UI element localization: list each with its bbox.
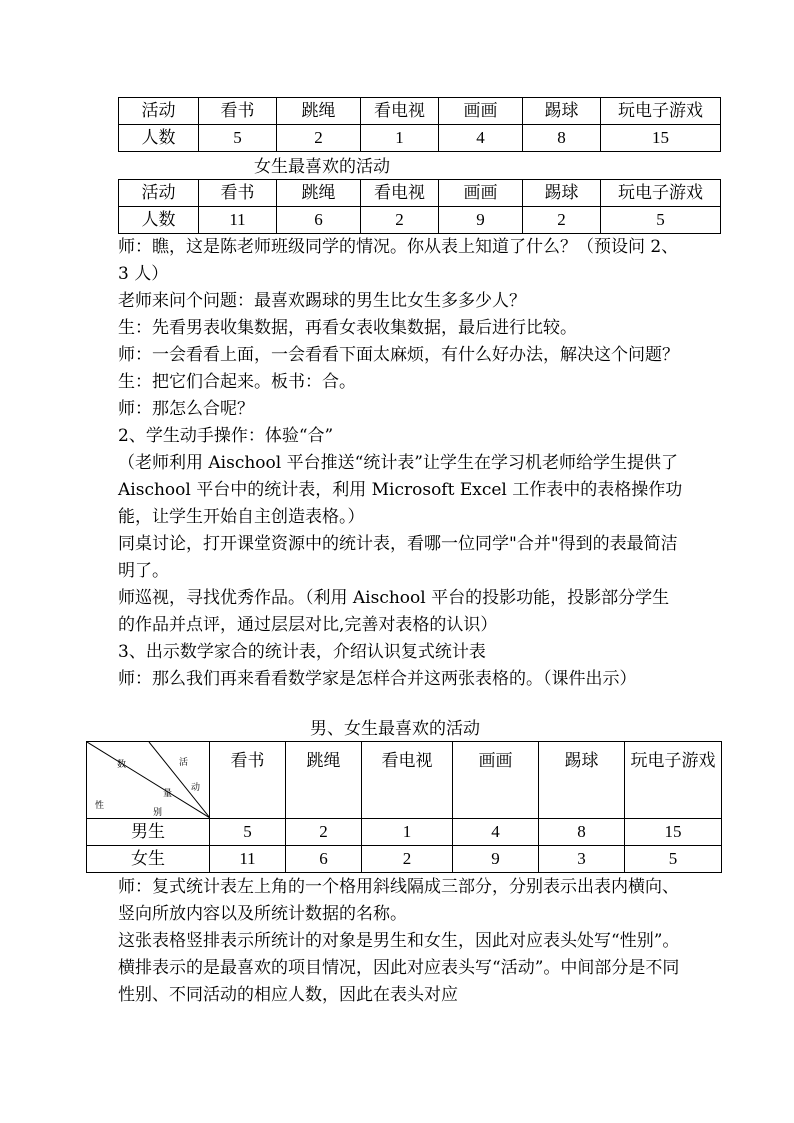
table-header-row (119, 98, 721, 125)
paragraph: 师：那怎么合呢？ (118, 399, 254, 419)
table-cell: 6 (286, 846, 362, 873)
header-cell: 活动 (119, 180, 199, 207)
paragraph: 老师来问个问题：最喜欢踢球的男生比女生多多少人？ (118, 291, 526, 311)
header-cell: 看书 (199, 180, 277, 207)
header-cell: 画画 (439, 180, 523, 207)
diagonal-corner-cell (87, 742, 210, 819)
table-cell: 1 (361, 125, 439, 152)
table-cell: 3 (539, 846, 625, 873)
header-cell: 活动 (119, 98, 199, 125)
table-cell: 2 (286, 819, 362, 846)
paragraph: 同桌讨论，打开课堂资源中的统计表，看哪一位同学"合并"得到的表最简洁明了。 (118, 534, 678, 581)
boys-activity-table (118, 97, 721, 152)
corner-label: 动 (191, 783, 201, 793)
corner-label: 别 (153, 808, 163, 818)
diagonal-lines (87, 742, 210, 818)
table-cell: 4 (439, 125, 523, 152)
table-cell: 8 (523, 125, 601, 152)
header-cell: 看电视 (362, 742, 453, 819)
table-cell: 2 (277, 125, 361, 152)
paragraph: 师：瞧，这是陈老师班级同学的情况。你从表上知道了什么？（预设问 2、3 人） (118, 237, 679, 284)
row-label: 男生 (87, 819, 210, 846)
row-label: 女生 (87, 846, 210, 873)
table-cell: 2 (361, 207, 439, 234)
paragraph: 生：把它们合起来。板书：合。 (118, 372, 356, 392)
header-cell: 玩电子游戏 (601, 98, 721, 125)
table-cell: 5 (210, 819, 286, 846)
table-header-row (87, 742, 722, 819)
table-cell: 5 (199, 125, 277, 152)
table-row (87, 819, 722, 846)
girls-table-caption: 女生最喜欢的活动 (254, 157, 390, 177)
header-cell: 玩电子游戏 (601, 180, 721, 207)
corner-label: 性 (95, 801, 105, 811)
compound-table-caption: 男、女生最喜欢的活动 (310, 719, 480, 739)
girls-activity-table (118, 179, 721, 234)
corner-label: 量 (163, 789, 173, 799)
corner-label: 活 (179, 758, 189, 768)
table-cell: 15 (601, 125, 721, 152)
table-row (119, 125, 721, 152)
section-heading: 2、学生动手操作：体验“合” (118, 426, 334, 446)
table-cell: 2 (362, 846, 453, 873)
lesson-dialogue (118, 234, 683, 693)
table-cell: 4 (453, 819, 539, 846)
row-label: 人数 (119, 125, 199, 152)
table-row (87, 846, 722, 873)
explanation-text (118, 874, 683, 1009)
header-cell: 踢球 (523, 180, 601, 207)
paragraph: 师巡视，寻找优秀作品。（利用 Aischool 平台的投影功能，投影部分学生的作品并点评，通过层层对比,完善对表格的认识） (118, 588, 670, 635)
table-cell: 15 (625, 819, 722, 846)
table-header-row (119, 180, 721, 207)
header-cell: 看书 (199, 98, 277, 125)
paragraph: 师：一会看看上面，一会看看下面太麻烦，有什么好办法，解决这个问题？ (118, 345, 679, 365)
paragraph: 这张表格竖排表示所统计的对象是男生和女生，因此对应表头处写“性别”。横排表示的是最喜欢的项目情况，因此对应表头写“活动”。中间部分是不同性别、不同活动的相应人数，因此在表头对应 (118, 931, 680, 1005)
header-cell: 画画 (453, 742, 539, 819)
table-cell: 5 (601, 207, 721, 234)
paragraph: 生：先看男表收集数据，再看女表收集数据，最后进行比较。 (118, 318, 577, 338)
header-cell: 看电视 (361, 180, 439, 207)
header-cell: 踢球 (523, 98, 601, 125)
row-label: 人数 (119, 207, 199, 234)
header-cell: 踢球 (539, 742, 625, 819)
section-heading: 3、出示数学家合的统计表，介绍认识复式统计表 (118, 642, 486, 662)
compound-statistics-table (86, 741, 722, 873)
table-row (119, 207, 721, 234)
header-cell: 跳绳 (277, 180, 361, 207)
header-cell: 玩电子游戏 (625, 742, 722, 819)
table-cell: 2 (523, 207, 601, 234)
header-cell: 看书 (210, 742, 286, 819)
paragraph: （老师利用 Aischool 平台推送“统计表”让学生在学习机老师给学生提供了 Aischool 平台中的统计表，利用 Microsoft Excel 工作表中的表格操作功能，让学生开始自主创造表格。） (118, 453, 683, 527)
table-cell: 9 (439, 207, 523, 234)
table-cell: 8 (539, 819, 625, 846)
table-cell: 1 (362, 819, 453, 846)
header-cell: 跳绳 (286, 742, 362, 819)
table-cell: 6 (277, 207, 361, 234)
table-cell: 5 (625, 846, 722, 873)
header-cell: 跳绳 (277, 98, 361, 125)
table-cell: 9 (453, 846, 539, 873)
header-cell: 画画 (439, 98, 523, 125)
header-cell: 看电视 (361, 98, 439, 125)
paragraph: 师：复式统计表左上角的一个格用斜线隔成三部分，分别表示出表内横向、竖向所放内容以及所统计数据的名称。 (118, 877, 679, 924)
table-cell: 11 (199, 207, 277, 234)
paragraph: 师：那么我们再来看看数学家是怎样合并这两张表格的。（课件出示） (118, 669, 637, 689)
table-cell: 11 (210, 846, 286, 873)
corner-label: 数 (117, 760, 127, 770)
